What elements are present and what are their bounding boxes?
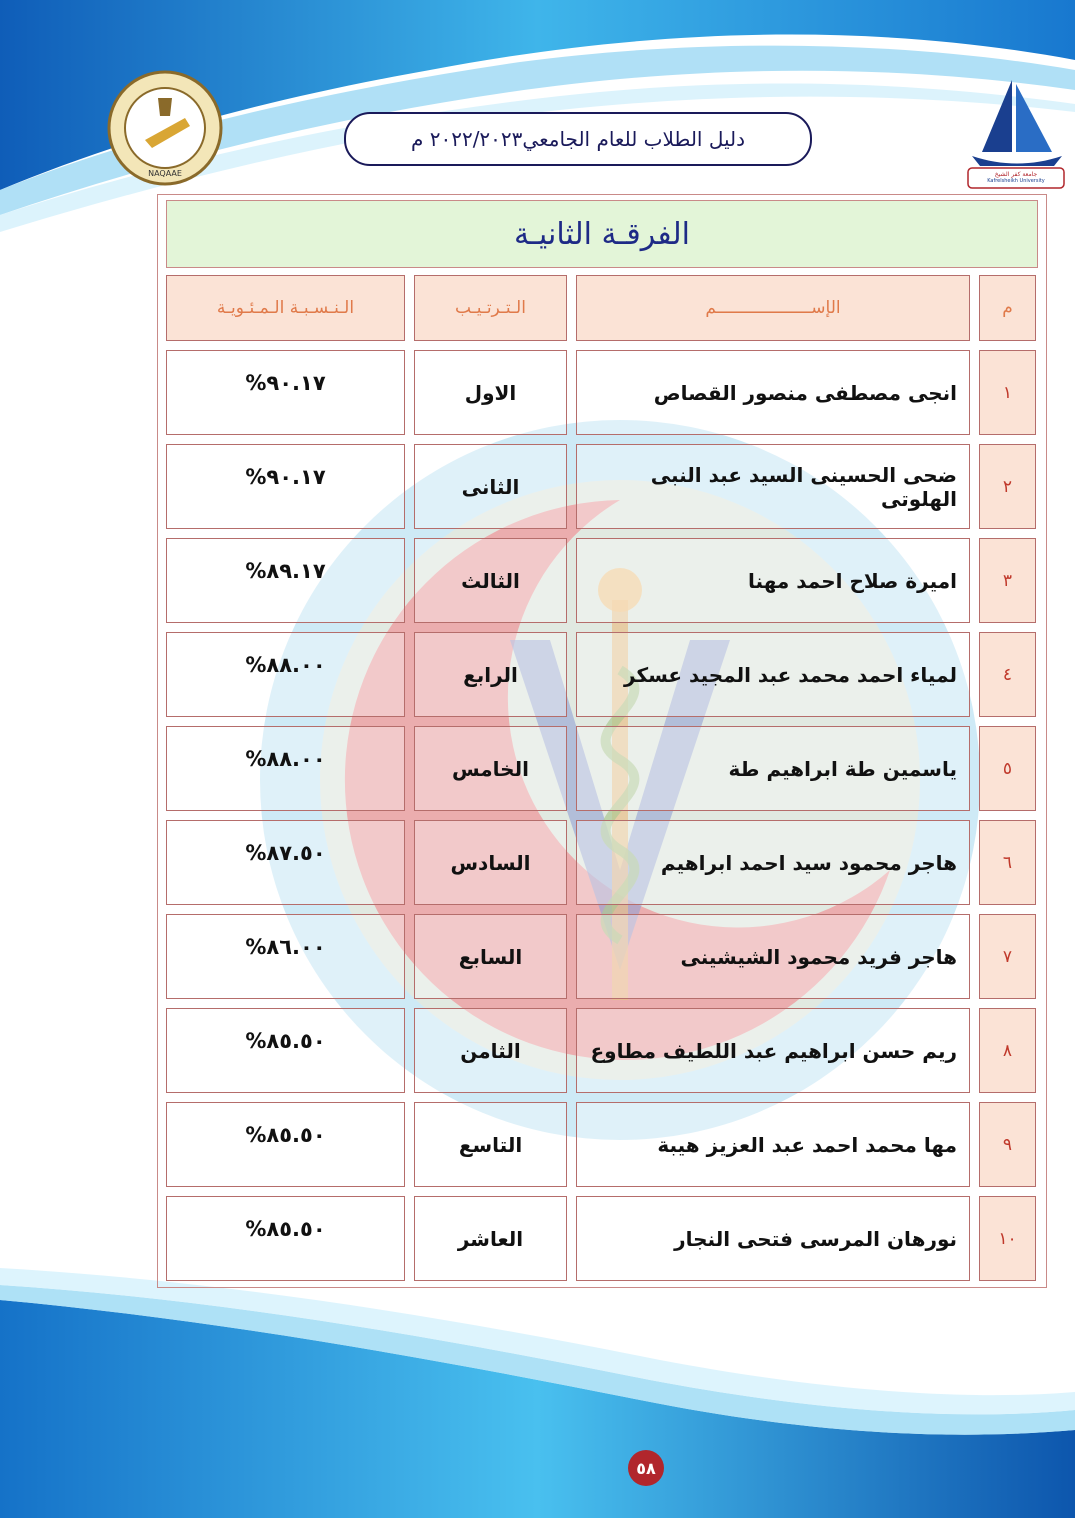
student-percent: %٨٥.٥٠ xyxy=(245,1217,326,1241)
table-title-bar xyxy=(166,200,1038,268)
student-percent-cell xyxy=(166,1008,405,1093)
row-number: ١ xyxy=(1002,382,1013,403)
row-number-cell xyxy=(979,1008,1036,1093)
student-percent-cell xyxy=(166,538,405,623)
student-name-cell xyxy=(576,350,970,435)
student-percent-cell xyxy=(166,726,405,811)
row-number-cell xyxy=(979,350,1036,435)
student-rank: الثانى xyxy=(461,474,520,499)
student-rank-cell xyxy=(414,1102,567,1187)
guide-header-title: دليل الطلاب للعام الجامعي٢٠٢٢/٢٠٢٣ م xyxy=(410,127,746,151)
column-header-percent: الـنـسـبـة الـمـئـويـة xyxy=(166,275,405,341)
student-percent: %٨٨.٠٠ xyxy=(245,747,326,771)
student-name: انجى مصطفى منصور القصاص xyxy=(653,380,957,405)
university-name-label: جامعة كفر الشيخ Kafrelsheikh University xyxy=(987,171,1045,184)
student-name: نورهان المرسى فتحى النجار xyxy=(674,1226,957,1251)
student-rank-cell xyxy=(414,444,567,529)
page-number: ٥٨ xyxy=(636,1458,656,1478)
page-number-badge xyxy=(628,1450,664,1486)
student-name: لمياء احمد محمد عبد المجيد عسكر xyxy=(624,662,957,687)
student-name-cell xyxy=(576,1102,970,1187)
row-number: ٥ xyxy=(1002,758,1013,779)
student-name-cell xyxy=(576,820,970,905)
row-number: ٢ xyxy=(1002,476,1013,497)
student-percent: %٨٥.٥٠ xyxy=(245,1029,326,1053)
student-name-cell xyxy=(576,632,970,717)
student-percent-cell xyxy=(166,914,405,999)
student-name: هاجر فريد محمود الشيشينى xyxy=(680,944,957,969)
student-name: هاجر محمود سيد احمد ابراهيم xyxy=(660,850,957,875)
student-rank: السابع xyxy=(458,944,523,969)
student-name: ضحى الحسينى السيد عبد النبى الهلوتى xyxy=(650,462,957,511)
student-rank-cell xyxy=(414,538,567,623)
row-number-cell xyxy=(979,538,1036,623)
student-percent-cell xyxy=(166,820,405,905)
student-percent: %٩٠.١٧ xyxy=(245,371,326,395)
guide-header xyxy=(344,112,812,166)
row-number: ٣ xyxy=(1002,570,1013,591)
student-rank: التاسع xyxy=(458,1132,523,1157)
student-rank-cell xyxy=(414,1008,567,1093)
row-number-cell xyxy=(979,1102,1036,1187)
row-number-cell xyxy=(979,726,1036,811)
student-percent: %٨٥.٥٠ xyxy=(245,1123,326,1147)
student-percent: %٨٨.٠٠ xyxy=(245,653,326,677)
student-rank: الثامن xyxy=(460,1038,521,1063)
naqaae-logo xyxy=(100,68,230,188)
student-rank: الثالث xyxy=(461,568,520,593)
student-rank: العاشر xyxy=(457,1226,524,1251)
student-rank-cell xyxy=(414,914,567,999)
row-number: ٦ xyxy=(1002,852,1013,873)
student-name: ياسمين طة ابراهيم طة xyxy=(728,756,957,781)
student-rank-cell xyxy=(414,350,567,435)
column-header-name: الإســـــــــــــــــــم xyxy=(576,275,970,341)
student-name-cell xyxy=(576,1008,970,1093)
student-percent-cell xyxy=(166,1102,405,1187)
student-name: اميرة صلاح احمد مهنا xyxy=(748,568,957,593)
column-header-number: م xyxy=(979,275,1036,341)
student-percent-cell xyxy=(166,632,405,717)
student-percent: %٨٩.١٧ xyxy=(245,559,326,583)
student-name-cell xyxy=(576,1196,970,1281)
student-percent: %٨٦.٠٠ xyxy=(245,935,326,959)
column-header-rank: الـتـرتـيـب xyxy=(414,275,567,341)
student-rank: السادس xyxy=(450,850,531,875)
svg-text:NAQAAE: NAQAAE xyxy=(148,169,182,178)
student-name-cell xyxy=(576,914,970,999)
row-number-cell xyxy=(979,632,1036,717)
student-percent-cell xyxy=(166,350,405,435)
row-number: ٧ xyxy=(1002,946,1013,967)
row-number-cell xyxy=(979,914,1036,999)
student-name: ريم حسن ابراهيم عبد اللطيف مطاوع xyxy=(590,1038,957,1063)
row-number-cell xyxy=(979,1196,1036,1281)
student-rank: الرابع xyxy=(463,662,518,687)
row-number: ٨ xyxy=(1002,1040,1013,1061)
row-number-cell xyxy=(979,820,1036,905)
row-number-cell xyxy=(979,444,1036,529)
table-title: الفرقـة الثانيـة xyxy=(514,216,690,252)
student-percent-cell xyxy=(166,444,405,529)
student-name-cell xyxy=(576,726,970,811)
row-number: ١٠ xyxy=(998,1228,1017,1249)
student-name-cell xyxy=(576,538,970,623)
student-percent-cell xyxy=(166,1196,405,1281)
student-percent: %٨٧.٥٠ xyxy=(245,841,326,865)
student-rank-cell xyxy=(414,820,567,905)
student-rank-cell xyxy=(414,1196,567,1281)
student-rank-cell xyxy=(414,726,567,811)
student-rank: الخامس xyxy=(452,756,529,781)
student-rank-cell xyxy=(414,632,567,717)
row-number: ٤ xyxy=(1002,664,1013,685)
student-percent: %٩٠.١٧ xyxy=(245,465,326,489)
student-name: مها محمد احمد عبد العزيز هيبة xyxy=(657,1132,957,1157)
row-number: ٩ xyxy=(1002,1134,1013,1155)
student-rank: الاول xyxy=(464,380,517,405)
student-name-cell xyxy=(576,444,970,529)
